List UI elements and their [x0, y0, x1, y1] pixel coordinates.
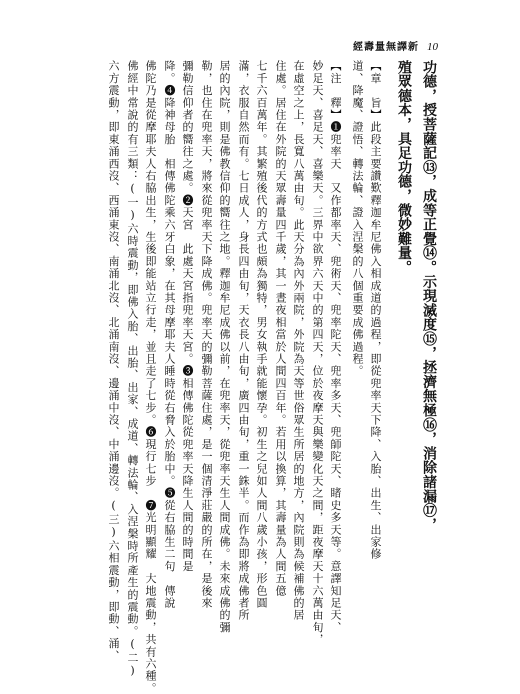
commentary-column-17: 六方震動，即東涌西沒、西涌東沒、南涌北沒、北涌南沒、邊涌中沒、中涌邊沒。(三)六相震動，即動、涌、	[107, 60, 120, 662]
commentary-column-12: 勒，也住在兜率天，將來從兜率天下降成佛。兜率天的彌勒菩薩住處，是一個清淨莊嚴的所在，是後來	[200, 60, 213, 609]
commentary-column-5: 【注 釋】❶兜率天 又作都率天、兜術天、兜率陀天、兜率多天、兜師陀天、睹史多天等。意譯知足天、	[329, 60, 342, 634]
commentary-column-4: 道、降魔、證悟、轉法輪、證入涅槃的八個重要成佛過程。	[351, 60, 364, 378]
commentary-column-7: 在虛空之上，長寬八萬由旬。此天分為內外兩院，外院為天等世俗眾生所居的地方，內院則為候補佛的居	[292, 60, 305, 622]
commentary-column-6: 妙足天、喜足天、喜樂天。三界中欲界六天中的第四天，位於夜摩天與樂變化天之間，距夜摩天十六萬由旬，	[311, 60, 324, 646]
commentary-column-8: 住處。居住在外院的天眾壽量四千歲，其一晝夜相當於人間四百年。若用以換算，其壽量為人間五億	[274, 60, 287, 597]
verse-column-1: 功德，授菩薩記⑬，成等正覺⑭。示現滅度⑮，拯濟無極⑯，消除諸漏⑰，	[421, 60, 437, 532]
commentary-column-16: 佛經中常說的有三類：(一)六時震動，即佛入胎、出胎、出家、成道、轉法輪、入涅槃時所產生的震動。(二)	[126, 60, 139, 678]
verse-column-2: 殖眾德本，具足功德，微妙難量。	[396, 60, 412, 275]
running-header	[353, 38, 438, 53]
commentary-column-3: 【章 旨】此段主要讚歎釋迦牟尼佛入相成道的過程，即從兜率天下降、入胎、出生、出家修	[369, 60, 382, 561]
commentary-column-10: 滿，衣服自然而有。七日成人，身長四由旬，天衣長八由旬，廣四由旬，重一銖半。而作為即將成佛者所	[237, 60, 250, 622]
commentary-column-11: 居的內院，則是佛教信仰的嚮往之地。釋迦牟尼成佛以前，在兜率天，從兜率天生人間成佛。未來成佛的彌	[218, 60, 231, 634]
commentary-column-9: 七千六百萬年。其繁殖後代的方式也頗為獨特，男女執手就能懷孕。初生之兒如人間八歲小孩，形色圓	[255, 60, 268, 609]
running-header-title: 經壽量無譯新	[353, 42, 419, 53]
commentary-column-14: 降。❹降神母胎 相傳佛陀乘六牙白象，在其母摩耶夫人睡時從右脅入於胎中。❺從右脇生二句 傳說	[163, 60, 176, 609]
commentary-column-15: 佛陀乃是從摩耶夫人右脇出生，生後即能站立行走，並且走了七步。❻現行七步 ❼光明顯耀 大地震動，共有六種。	[144, 60, 157, 694]
vertical-text-body	[68, 60, 440, 694]
commentary-column-13: 彌勒信仰者的嚮往之處。❷天宮 此處天宮指兜率天宮。❸相傳佛陀從兜率天降生人間的時間是	[181, 60, 194, 573]
page-number: 10	[427, 41, 438, 53]
